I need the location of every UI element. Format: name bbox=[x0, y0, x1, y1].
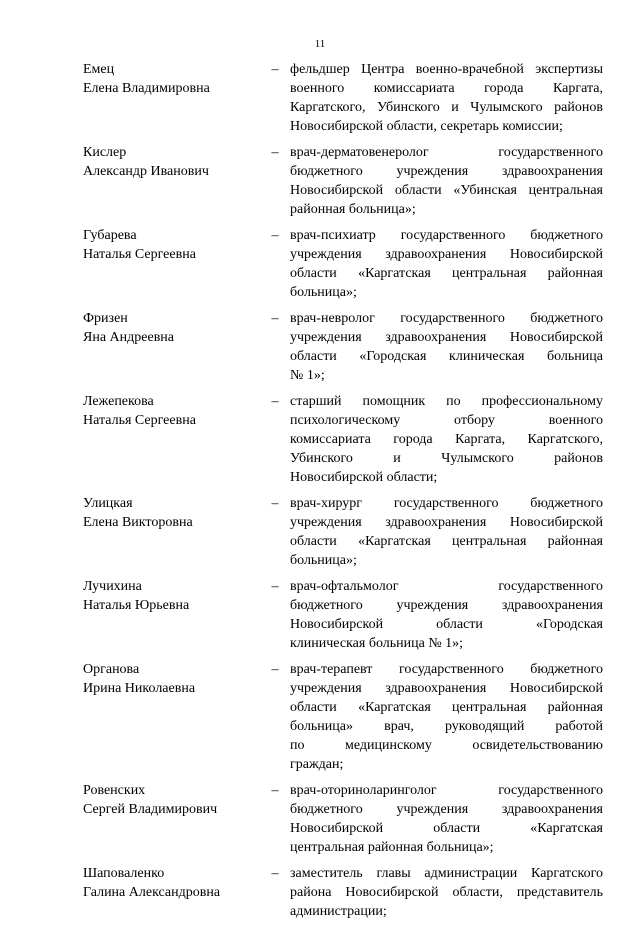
member-role-line: комиссариата города Каргата, Каргатского, bbox=[290, 432, 603, 447]
member-role-line: области «Каргатская центральная районная bbox=[290, 700, 603, 715]
member-role-line: области «Каргатская центральная районная bbox=[290, 534, 603, 549]
separator-dash: – bbox=[271, 311, 279, 326]
member-role-line: Новосибирской области «Убинская центральная bbox=[290, 183, 603, 198]
member-role bbox=[290, 494, 603, 570]
member-name bbox=[83, 392, 263, 430]
member-role-line: области «Каргатская центральная районная bbox=[290, 266, 603, 281]
commission-member bbox=[83, 60, 603, 136]
member-role-line: центральная районная больница»; bbox=[290, 840, 494, 855]
member-surname: Емец bbox=[83, 62, 115, 77]
member-role-line: района Новосибирской области, представитель bbox=[290, 885, 603, 900]
commission-member bbox=[83, 392, 603, 487]
member-role-line: администрации; bbox=[290, 904, 387, 919]
commission-member bbox=[83, 864, 603, 921]
separator-dash: – bbox=[271, 394, 279, 409]
member-given-names: Наталья Сергеевна bbox=[83, 247, 196, 262]
member-role-line: военного комиссариата города Каргата, bbox=[290, 81, 603, 96]
member-role-line: заместитель главы администрации Каргатского bbox=[290, 866, 603, 881]
member-role-line: фельдшер Центра военно-врачебной экспертизы bbox=[290, 62, 603, 77]
member-role bbox=[290, 309, 603, 385]
member-given-names: Елена Викторовна bbox=[83, 515, 193, 530]
member-surname: Шаповаленко bbox=[83, 866, 165, 881]
commission-member bbox=[83, 143, 603, 219]
member-given-names: Галина Александровна bbox=[83, 885, 221, 900]
member-role-line: бюджетного учреждения здравоохранения bbox=[290, 164, 603, 179]
member-role-line: врач-невролог государственного бюджетного bbox=[290, 311, 603, 326]
member-given-names: Ирина Николаевна bbox=[83, 681, 196, 696]
member-given-names: Яна Андреевна bbox=[83, 330, 175, 345]
member-role bbox=[290, 864, 603, 921]
member-role-line: районная больница»; bbox=[290, 202, 416, 217]
separator-dash: – bbox=[271, 228, 279, 243]
member-role bbox=[290, 60, 603, 136]
member-role-line: Новосибирской области «Каргатская bbox=[290, 821, 603, 836]
member-role-line: больница» врач, руководящий работой bbox=[290, 719, 603, 734]
member-role-line: старший помощник по профессиональному bbox=[290, 394, 603, 409]
separator-dash: – bbox=[271, 866, 279, 881]
member-role-line: бюджетного учреждения здравоохранения bbox=[290, 802, 603, 817]
member-role bbox=[290, 143, 603, 219]
member-role-line: клиническая больница № 1»; bbox=[290, 636, 464, 651]
member-role-line: области «Городская клиническая больница bbox=[290, 349, 603, 364]
member-surname: Губарева bbox=[83, 228, 137, 243]
member-given-names: Елена Владимировна bbox=[83, 81, 210, 96]
member-role-line: учреждения здравоохранения Новосибирской bbox=[290, 681, 603, 696]
commission-member bbox=[83, 577, 603, 653]
member-role-line: бюджетного учреждения здравоохранения bbox=[290, 598, 603, 613]
member-name bbox=[83, 494, 263, 532]
member-role-line: Новосибирской области; bbox=[290, 470, 438, 485]
member-name bbox=[83, 577, 263, 615]
commission-member bbox=[83, 226, 603, 302]
member-role-line: врач-офтальмолог государственного bbox=[290, 579, 603, 594]
member-surname: Ровенских bbox=[83, 783, 146, 798]
member-role-line: больница»; bbox=[290, 285, 357, 300]
member-surname: Кислер bbox=[83, 145, 127, 160]
member-role-line: учреждения здравоохранения Новосибирской bbox=[290, 515, 603, 530]
member-role bbox=[290, 781, 603, 857]
commission-member bbox=[83, 309, 603, 385]
member-surname: Фризен bbox=[83, 311, 128, 326]
member-role-line: учреждения здравоохранения Новосибирской bbox=[290, 247, 603, 262]
member-given-names: Наталья Юрьевна bbox=[83, 598, 190, 613]
member-role-line: врач-психиатр государственного бюджетного bbox=[290, 228, 603, 243]
commission-member bbox=[83, 781, 603, 857]
member-role bbox=[290, 392, 603, 487]
member-role-line: врач-терапевт государственного бюджетного bbox=[290, 662, 603, 677]
member-given-names: Наталья Сергеевна bbox=[83, 413, 196, 428]
member-name bbox=[83, 781, 263, 819]
member-name bbox=[83, 660, 263, 698]
separator-dash: – bbox=[271, 662, 279, 677]
member-surname: Органова bbox=[83, 662, 140, 677]
member-given-names: Сергей Владимирович bbox=[83, 802, 218, 817]
member-name bbox=[83, 143, 263, 181]
member-role bbox=[290, 577, 603, 653]
member-surname: Улицкая bbox=[83, 496, 133, 511]
member-role bbox=[290, 660, 603, 774]
member-role-line: № 1»; bbox=[290, 368, 325, 383]
member-name bbox=[83, 309, 263, 347]
commission-member-list bbox=[83, 60, 603, 928]
member-role-line: Убинского и Чулымского районов bbox=[290, 451, 603, 466]
commission-member bbox=[83, 494, 603, 570]
member-role-line: граждан; bbox=[290, 757, 344, 772]
member-role-line: психологическому отбору военного bbox=[290, 413, 603, 428]
separator-dash: – bbox=[271, 62, 279, 77]
member-role-line: Новосибирской области, секретарь комиссии; bbox=[290, 119, 563, 134]
separator-dash: – bbox=[271, 783, 279, 798]
separator-dash: – bbox=[271, 579, 279, 594]
member-name bbox=[83, 226, 263, 264]
member-role-line: Каргатского, Убинского и Чулымского районов bbox=[290, 100, 603, 115]
member-role bbox=[290, 226, 603, 302]
member-role-line: врач-оториноларинголог государственного bbox=[290, 783, 603, 798]
commission-member bbox=[83, 660, 603, 774]
member-role-line: Новосибирской области «Городская bbox=[290, 617, 603, 632]
member-surname: Лучихина bbox=[83, 579, 142, 594]
member-role-line: врач-хирург государственного бюджетного bbox=[290, 496, 603, 511]
separator-dash: – bbox=[271, 145, 279, 160]
member-role-line: учреждения здравоохранения Новосибирской bbox=[290, 330, 603, 345]
separator-dash: – bbox=[271, 496, 279, 511]
member-role-line: врач-дерматовенеролог государственного bbox=[290, 145, 603, 160]
member-name bbox=[83, 864, 263, 902]
member-surname: Лежепекова bbox=[83, 394, 154, 409]
member-name bbox=[83, 60, 263, 98]
member-role-line: по медицинскому освидетельствованию bbox=[290, 738, 603, 753]
member-role-line: больница»; bbox=[290, 553, 357, 568]
page-number: 11 bbox=[314, 38, 326, 50]
member-given-names: Александр Иванович bbox=[83, 164, 209, 179]
